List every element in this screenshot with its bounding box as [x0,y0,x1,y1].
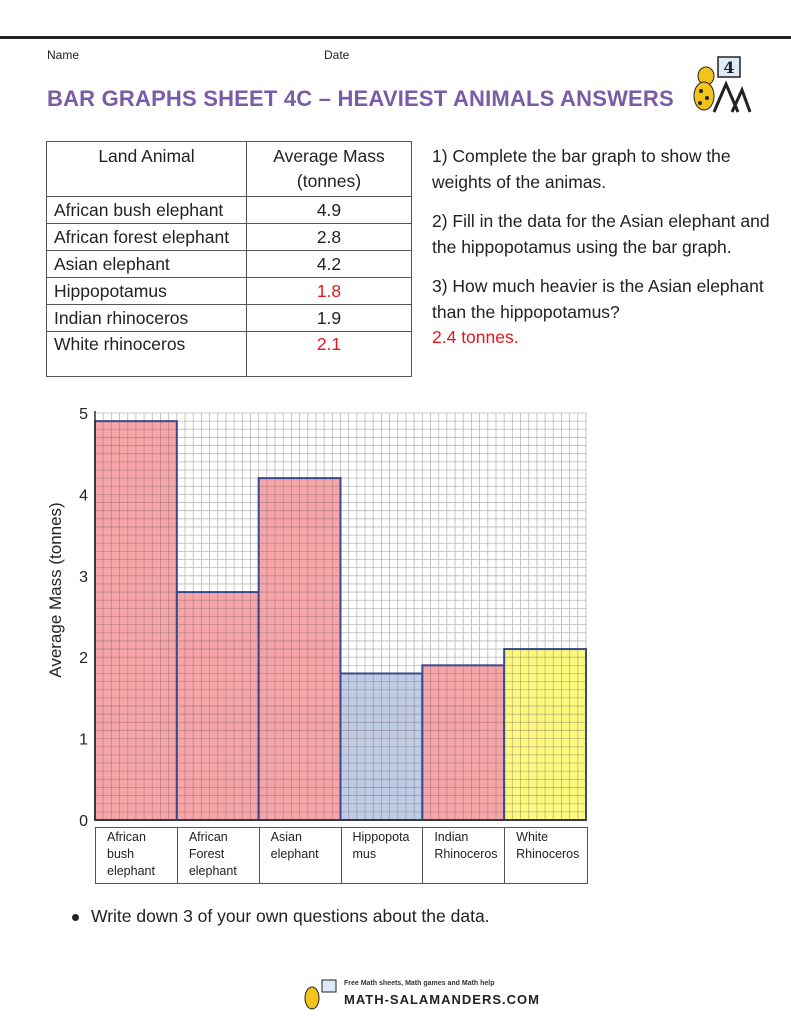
logo-digit: 4 [723,58,735,77]
animal-cell: Asian elephant [47,251,247,278]
date-label: Date [324,48,350,62]
bullet-item: Write down 3 of your own questions about the data. [72,906,490,927]
x-tick-label: Asian elephant [270,830,319,861]
top-rule [0,36,791,39]
animal-cell: African bush elephant [47,197,247,224]
y-tick-label: 2 [79,650,88,668]
mass-cell-answer: 2.1 [247,332,412,377]
y-tick-label: 1 [79,731,88,749]
table-header-row [47,142,412,197]
mass-cell: 2.8 [247,224,412,251]
data-table [46,141,412,377]
x-label-separator [504,827,505,883]
col-header-animal: Land Animal [47,142,247,197]
col-header-mass: Average Mass (tonnes) [247,142,412,197]
question-3: 3) How much heavier is the Asian elephant than the hippopotamus? 2.4 tonnes. [432,274,772,351]
x-tick-label: White Rhinoceros [516,830,580,861]
bullet-dot-icon [72,914,79,921]
mass-cell: 1.9 [247,305,412,332]
question-1: 1) Complete the bar graph to show the weights of the animas. [432,146,731,192]
x-label-separator [422,827,423,883]
mass-cell: 4.9 [247,197,412,224]
name-label: Name [47,48,80,62]
x-label-separator [259,827,260,883]
y-tick-label: 0 [79,813,88,830]
footer-logo-icon [300,978,340,1014]
x-tick-label: African Forest elephant [188,830,237,878]
footer-site: MATH-SALAMANDERS.COM [344,992,540,1007]
question-2: 2) Fill in the data for the Asian elephant and the hippopotamus using the bar graph. [432,211,770,257]
x-label-separator [341,827,342,883]
animal-cell: Indian rhinoceros [47,305,247,332]
footer-tagline: Free Math sheets, Math games and Math help [344,980,495,987]
table-row [47,278,412,305]
table-row [47,305,412,332]
question-3-answer: 2.4 tonnes. [432,327,519,347]
x-label-separator [177,827,178,883]
table-row [47,224,412,251]
mass-cell: 4.2 [247,251,412,278]
x-tick-label: African bush elephant [107,830,155,878]
y-axis-label: Average Mass (tonnes) [46,502,65,678]
questions-block [432,144,772,365]
animal-cell: Hippopotamus [47,278,247,305]
table-row [47,251,412,278]
animal-cell: White rhinoceros [47,332,247,377]
bar-chart [0,400,791,830]
x-tick-label: Indian Rhinoceros [434,830,498,861]
page-title: BAR GRAPHS SHEET 4C – HEAVIEST ANIMALS ANSWERS [47,86,674,111]
table-row [47,332,412,377]
salamander-logo [688,54,752,114]
table-row [47,197,412,224]
mass-cell-answer: 1.8 [247,278,412,305]
y-tick-label: 3 [79,568,88,586]
x-tick-label: Hippopota mus [352,830,410,861]
y-tick-label: 5 [79,406,88,423]
y-tick-label: 4 [79,487,88,505]
animal-cell: African forest elephant [47,224,247,251]
